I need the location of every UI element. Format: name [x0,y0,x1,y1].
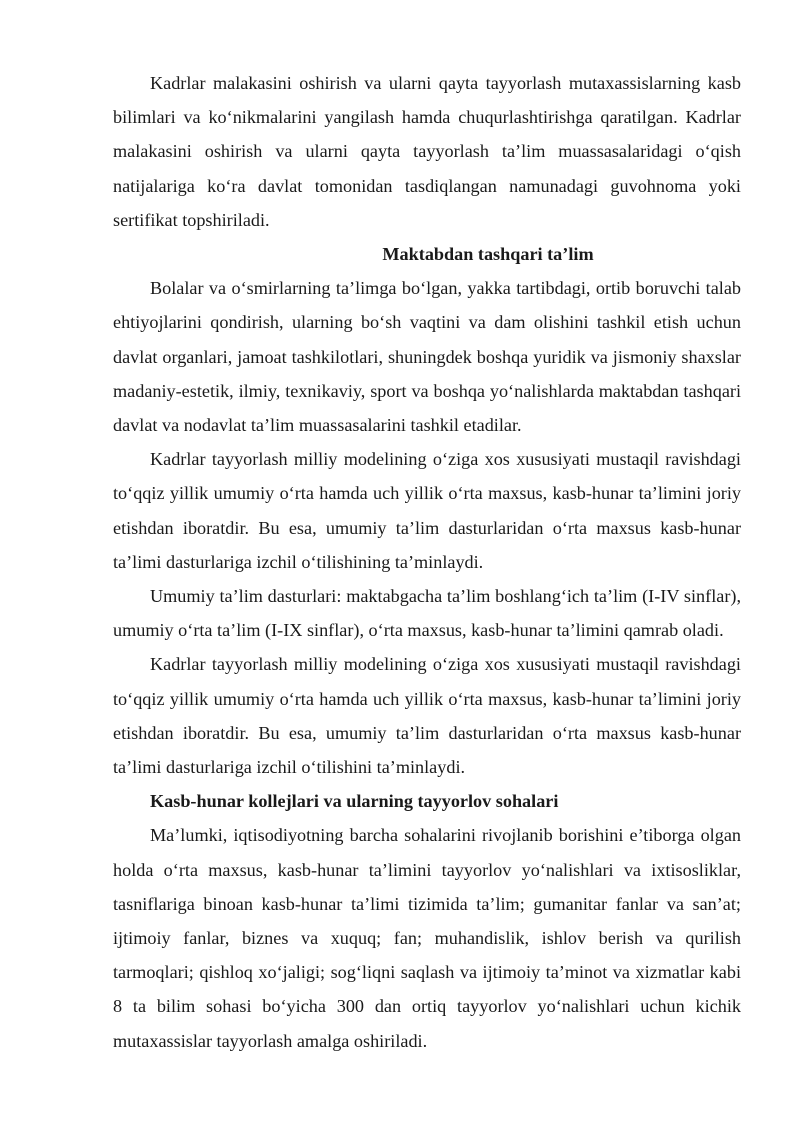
heading-vocational-colleges: Kasb-hunar kollejlari va ularning tayyorlov sohalari [150,791,559,812]
paragraph-national-model-1: Kadrlar tayyorlash milliy modelining o‘ziga xos xususiyati mustaqil ravishdagi to‘qqiz yillik umumiy o‘rta hamda uch yillik o‘rta maxsus, kasb-hunar ta’limini joriy etishdan iboratdir. Bu esa, umumiy ta’lim dasturlaridan o‘rta maxsus kasb-hunar ta’limi dasturlariga izchil o‘tilishining ta’minlaydi. [113,449,741,572]
paragraph-extracurricular: Bolalar va o‘smirlarning ta’limga bo‘lgan, yakka tartibdagi, ortib boruvchi talab ehtiyojlarini qondirish, ularning bo‘sh vaqtini va dam olishini tashkil etish uchun davlat organlari, jamoat tashkilotlari, shuningdek boshqa yuridik va jismoniy shaxslar madaniy-estetik, ilmiy, texnikaviy, sport va boshqa yo‘nalishlarda maktabdan tashqari davlat va nodavlat ta’lim muassasalarini tashkil etadilar. [113,278,741,436]
document-page [113,66,741,1058]
paragraph-general-programs: Umumiy ta’lim dasturlari: maktabgacha ta’lim boshlang‘ich ta’lim (I-IV sinflar), umumiy o‘rta ta’lim (I-IX sinflar), o‘rta maxsus, kasb-hunar ta’limini qamrab oladi. [113,586,741,641]
paragraph-national-model-2: Kadrlar tayyorlash milliy modelining o‘ziga xos xususiyati mustaqil ravishdagi to‘qqiz yillik umumiy o‘rta hamda uch yillik o‘rta maxsus, kasb-hunar ta’limini joriy etishdan iboratdir. Bu esa, umumiy ta’lim dasturlaridan o‘rta maxsus kasb-hunar ta’limi dasturlariga izchil o‘tilishini ta’minlaydi. [113,654,741,778]
heading-extracurricular-education: Maktabdan tashqari ta’lim [382,244,594,265]
paragraph-qualification: Kadrlar malakasini oshirish va ularni qayta tayyorlash mutaxassislarning kasb bilimlari va ko‘nikmalarini yangilash hamda chuqurlashtirishga qaratilgan. Kadrlar malakasini oshirish va ularni qayta tayyorlash ta’lim muassasalaridagi o‘qish natijalariga ko‘ra davlat tomonidan tasdiqlangan namunadagi guvohnoma yoki sertifikat topshiriladi. [113,73,741,230]
paragraph-vocational-fields: Ma’lumki, iqtisodiyotning barcha sohalarini rivojlanib borishini e’tiborga olgan holda o‘rta maxsus, kasb-hunar ta’limini tayyorlov yo‘nalishlari va ixtisosliklar, tasniflariga binoan kasb-hunar ta’limi tizimida ta’lim; gumanitar fanlar va san’at; ijtimoiy fanlar, biznes va xuquq; fan; muhandislik, ishlov berish va qurilish tarmoqlari; qishloq xo‘jaligi; sog‘liqni saqlash va ijtimoiy ta’minot va xizmatlar kabi 8 ta bilim sohasi bo‘yicha 300 dan ortiq tayyorlov yo‘nalishlari uchun kichik mutaxassislar tayyorlash amalga oshiriladi. [113,825,741,1051]
